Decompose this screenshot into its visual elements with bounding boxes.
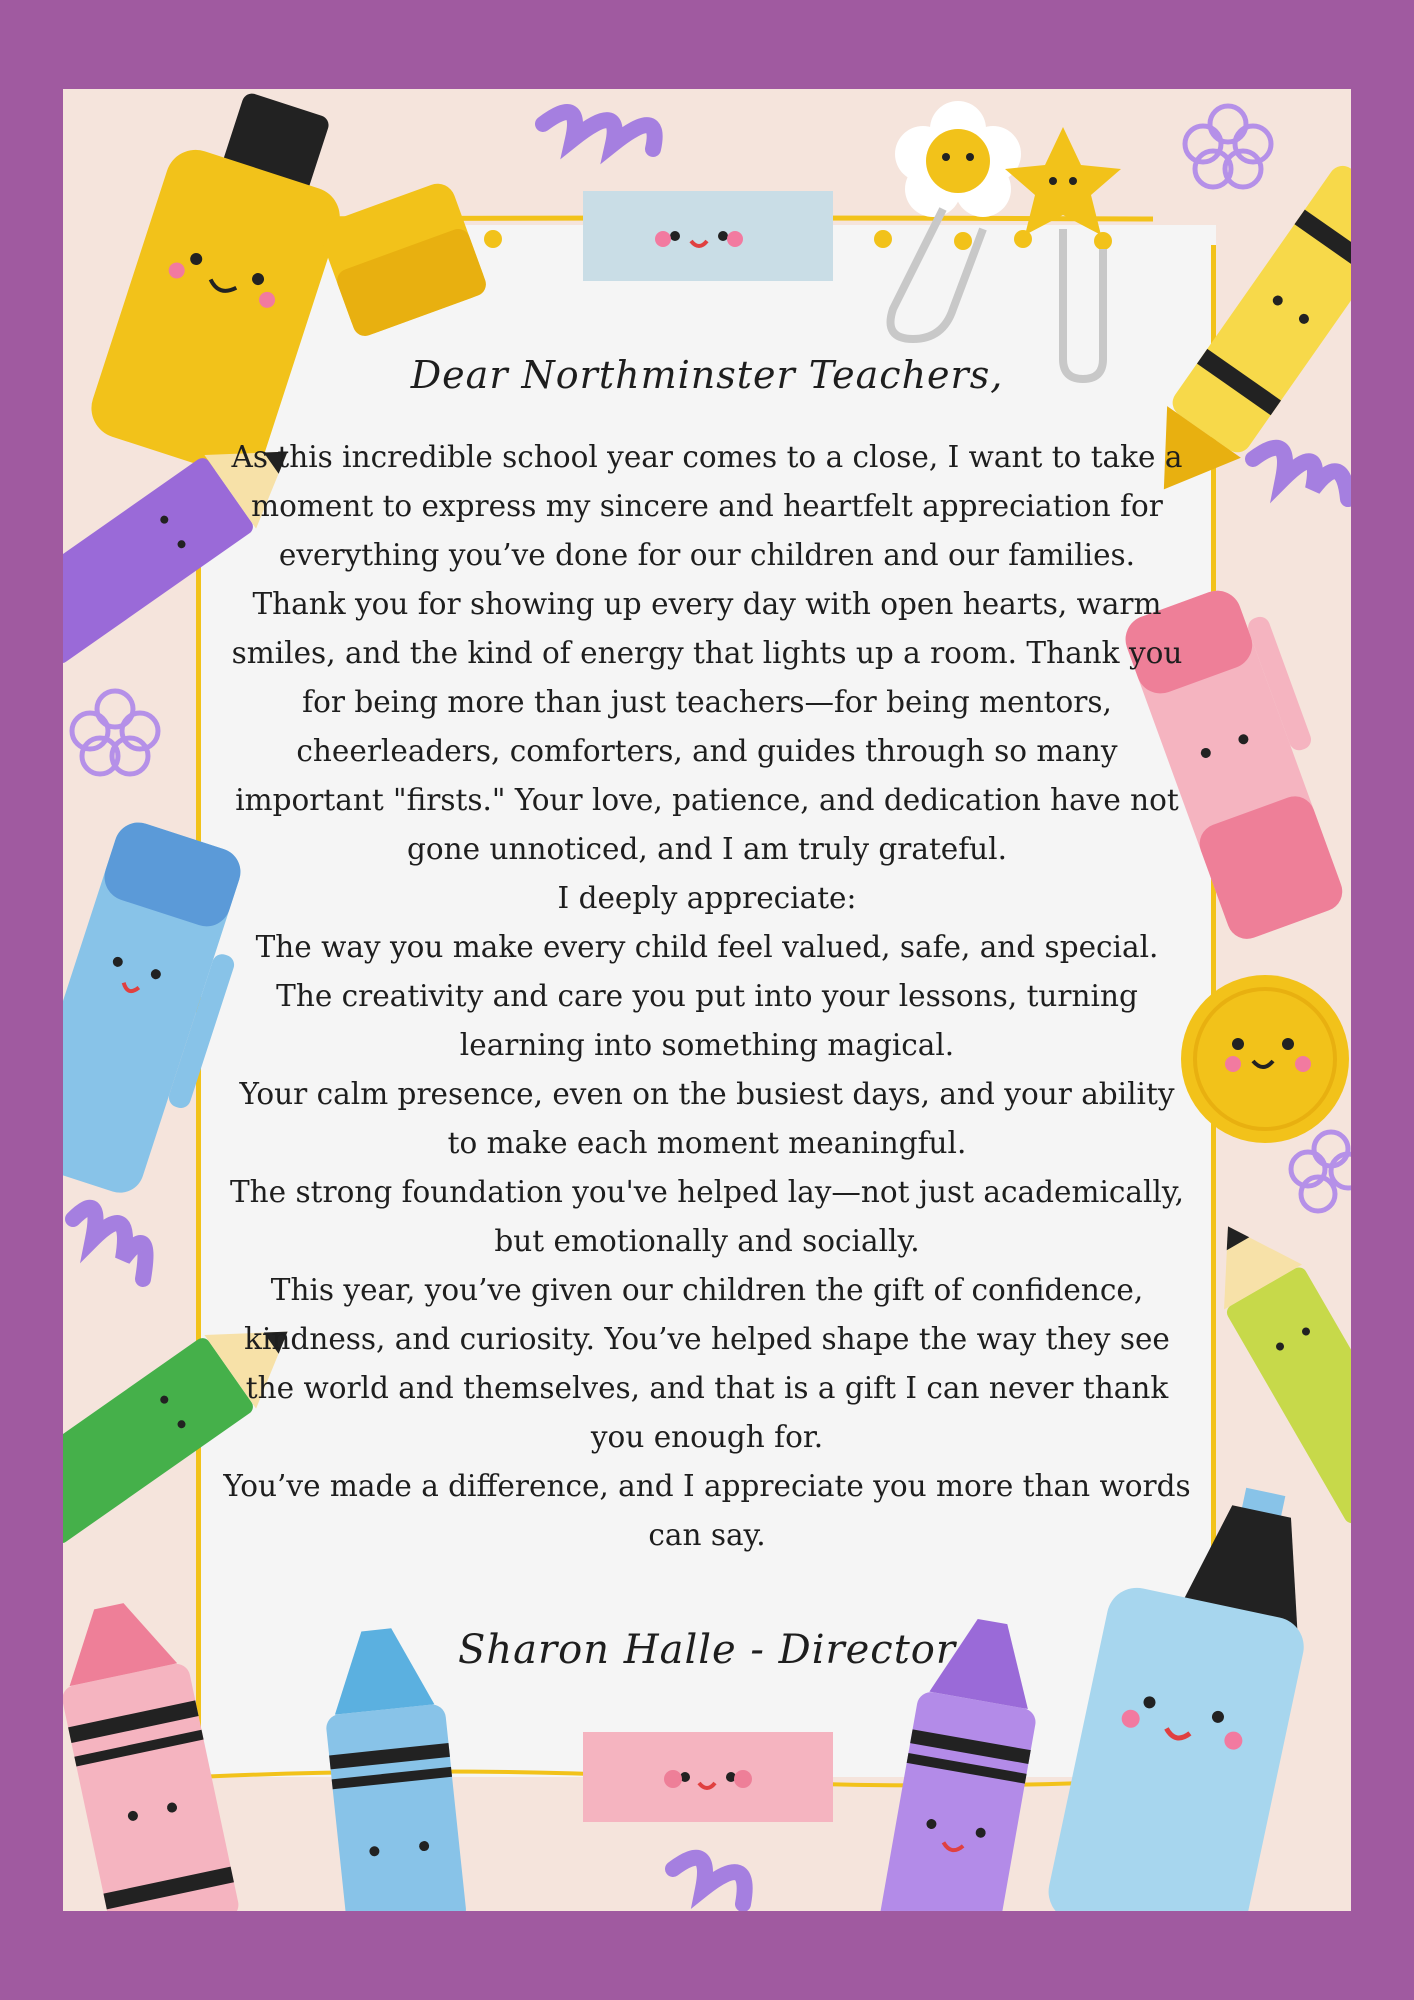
- flower-icon: [1291, 1132, 1351, 1211]
- purple-scribble-icon: [1253, 448, 1348, 499]
- yellow-eraser-icon: [317, 179, 490, 340]
- blue-tape-icon: [583, 191, 833, 281]
- flower-icon: [895, 101, 1021, 217]
- purple-scribble-icon: [543, 112, 655, 149]
- letter-paragraph: Your calm presence, even on the busiest days, and your ability to make each moment meaningful.: [239, 1077, 1175, 1160]
- letter-paragraph: The creativity and care you put into your lessons, turning learning into something magical.: [276, 979, 1138, 1062]
- pink-tape-icon: [583, 1732, 833, 1822]
- yellow-highlighter-icon: [84, 89, 370, 483]
- letter-greeting: Dear Northminster Teachers,: [410, 353, 1004, 397]
- letter-paragraph: Thank you for showing up every day with open hearts, warm smiles, and the kind of energy that lights up a room. Thank you for being more than just teachers—for being mentors, cheerleaders, comforters, and guides through so many important "firsts." Your love, patience, and dedication have not gone unnoticed, and I am truly grateful.: [231, 587, 1183, 866]
- letter-signature: Sharon Halle - Director: [458, 1627, 956, 1673]
- yellow-button-icon: [1181, 975, 1349, 1143]
- letter-paragraph: You’ve made a difference, and I appreciate you more than words can say.: [223, 1469, 1191, 1552]
- lime-pencil-icon: [1189, 1204, 1351, 1526]
- flower-icon: [72, 691, 158, 774]
- letter-paragraph: The strong foundation you've helped lay—not just academically, but emotionally and socially.: [230, 1175, 1184, 1258]
- letter-paragraph: This year, you’ve given our children the gift of confidence, kindness, and curiosity. You’ve helped shape the way they see the world and themselves, and that is a gift I can never thank you enough for.: [244, 1273, 1170, 1454]
- flower-icon: [1185, 106, 1271, 187]
- letter-page: [63, 89, 1351, 1911]
- letter-paragraph: As this incredible school year comes to a close, I want to take a moment to express my sincere and heartfelt appreciation for everything you’ve done for our children and our families.: [231, 440, 1183, 572]
- letter-paragraph: I deeply appreciate:: [557, 881, 857, 915]
- letter-body: [221, 433, 1193, 1560]
- letter-paragraph: The way you make every child feel valued, safe, and special.: [255, 930, 1159, 964]
- purple-scribble-icon: [673, 1858, 745, 1904]
- purple-scribble-icon: [73, 1208, 146, 1279]
